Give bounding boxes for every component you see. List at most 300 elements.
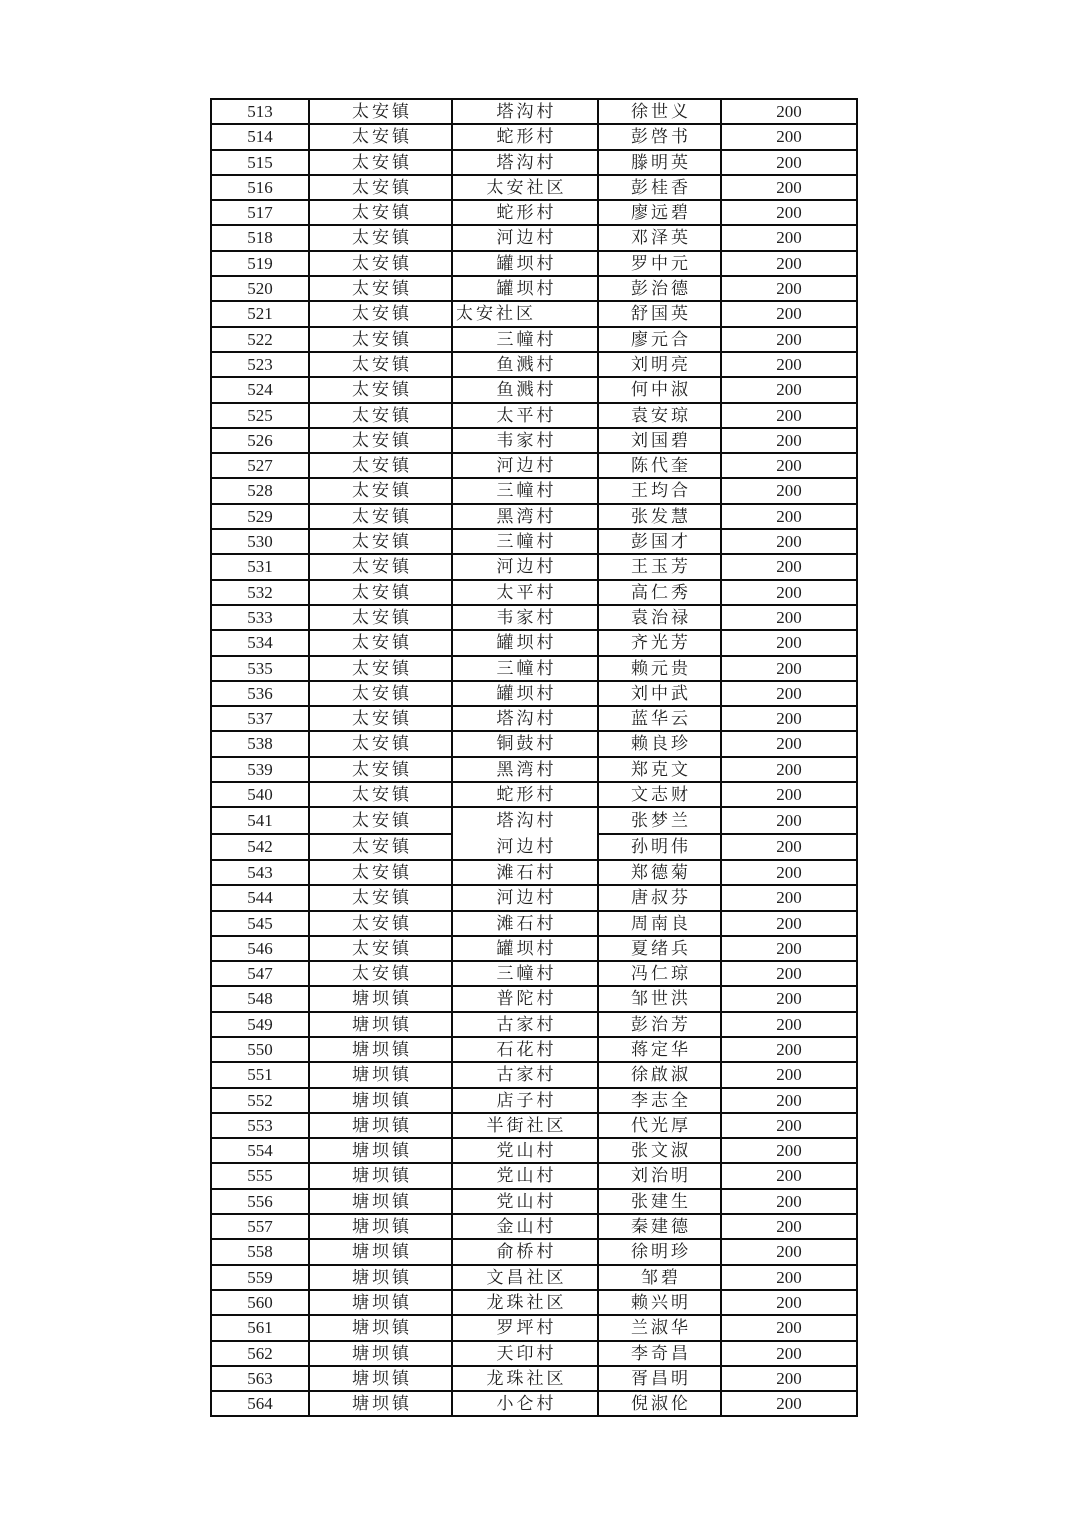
village-cell: 龙珠社区: [452, 1366, 598, 1391]
amount-cell: 200: [721, 251, 857, 276]
row-number-cell: 530: [211, 529, 309, 554]
town-cell: 太安镇: [309, 504, 452, 529]
table-row: [211, 1037, 857, 1062]
village-cell: 天印村: [452, 1341, 598, 1366]
row-number-cell: 556: [211, 1189, 309, 1214]
amount-cell: 200: [721, 936, 857, 961]
town-cell: 太安镇: [309, 175, 452, 200]
table-row: [211, 1239, 857, 1264]
town-cell: 太安镇: [309, 276, 452, 301]
row-number-cell: 513: [211, 99, 309, 124]
amount-cell: 200: [721, 605, 857, 630]
village-cell: 太平村: [452, 580, 598, 605]
row-number-cell: 523: [211, 352, 309, 377]
name-cell: 郑克文: [598, 757, 721, 782]
amount-cell: 200: [721, 1366, 857, 1391]
name-cell: 蒋定华: [598, 1037, 721, 1062]
town-cell: 塘坝镇: [309, 1088, 452, 1113]
amount-cell: 200: [721, 1239, 857, 1264]
town-cell: 太安镇: [309, 554, 452, 579]
amount-cell: 200: [721, 731, 857, 756]
table-row: [211, 301, 857, 326]
name-cell: 邹碧: [598, 1265, 721, 1290]
row-number-cell: 558: [211, 1239, 309, 1264]
table-row: [211, 175, 857, 200]
amount-cell: 200: [721, 706, 857, 731]
town-cell: 太安镇: [309, 301, 452, 326]
amount-cell: 200: [721, 428, 857, 453]
name-cell: 彭桂香: [598, 175, 721, 200]
row-number-cell: 553: [211, 1113, 309, 1138]
table-row: [211, 251, 857, 276]
name-cell: 刘治明: [598, 1163, 721, 1188]
town-cell: 太安镇: [309, 251, 452, 276]
village-cell: 罐坝村: [452, 630, 598, 655]
town-cell: 太安镇: [309, 807, 452, 833]
table-row: [211, 1189, 857, 1214]
town-cell: 太安镇: [309, 352, 452, 377]
row-number-cell: 533: [211, 605, 309, 630]
village-cell: 党山村: [452, 1189, 598, 1214]
town-cell: 太安镇: [309, 377, 452, 402]
town-cell: 塘坝镇: [309, 1163, 452, 1188]
row-number-cell: 534: [211, 630, 309, 655]
amount-cell: 200: [721, 1138, 857, 1163]
row-number-cell: 525: [211, 403, 309, 428]
row-number-cell: 549: [211, 1012, 309, 1037]
name-cell: 刘国碧: [598, 428, 721, 453]
row-number-cell: 544: [211, 885, 309, 910]
town-cell: 太安镇: [309, 124, 452, 149]
village-cell: 三幢村: [452, 529, 598, 554]
row-number-cell: 515: [211, 150, 309, 175]
name-cell: 廖远碧: [598, 200, 721, 225]
name-cell: 王玉芳: [598, 554, 721, 579]
amount-cell: 200: [721, 403, 857, 428]
town-cell: 太安镇: [309, 327, 452, 352]
town-cell: 太安镇: [309, 834, 452, 860]
town-cell: 太安镇: [309, 961, 452, 986]
amount-cell: 200: [721, 911, 857, 936]
village-cell: 鱼溅村: [452, 352, 598, 377]
row-number-cell: 521: [211, 301, 309, 326]
row-number-cell: 561: [211, 1315, 309, 1340]
village-cell: 塔沟村: [452, 706, 598, 731]
town-cell: 太安镇: [309, 453, 452, 478]
town-cell: 太安镇: [309, 936, 452, 961]
village-cell: 河边村: [452, 885, 598, 910]
town-cell: 太安镇: [309, 630, 452, 655]
table-row: [211, 807, 857, 833]
table-row: [211, 885, 857, 910]
town-cell: 太安镇: [309, 605, 452, 630]
village-cell: 韦家村: [452, 428, 598, 453]
table-row: [211, 860, 857, 885]
amount-cell: 200: [721, 1163, 857, 1188]
amount-cell: 200: [721, 301, 857, 326]
row-number-cell: 514: [211, 124, 309, 149]
row-number-cell: 547: [211, 961, 309, 986]
town-cell: 塘坝镇: [309, 1012, 452, 1037]
town-cell: 太安镇: [309, 580, 452, 605]
town-cell: 太安镇: [309, 428, 452, 453]
name-cell: 李志全: [598, 1088, 721, 1113]
amount-cell: 200: [721, 656, 857, 681]
town-cell: 塘坝镇: [309, 1265, 452, 1290]
amount-cell: 200: [721, 225, 857, 250]
name-cell: 何中淑: [598, 377, 721, 402]
town-cell: 太安镇: [309, 860, 452, 885]
town-cell: 塘坝镇: [309, 1290, 452, 1315]
town-cell: 塘坝镇: [309, 1189, 452, 1214]
village-cell: 店子村: [452, 1088, 598, 1113]
amount-cell: 200: [721, 1189, 857, 1214]
row-number-cell: 551: [211, 1062, 309, 1087]
name-cell: 兰淑华: [598, 1315, 721, 1340]
amount-cell: 200: [721, 453, 857, 478]
table-row: [211, 1163, 857, 1188]
row-number-cell: 535: [211, 656, 309, 681]
name-cell: 唐叔芬: [598, 885, 721, 910]
amount-cell: 200: [721, 124, 857, 149]
table-row: [211, 352, 857, 377]
row-number-cell: 563: [211, 1366, 309, 1391]
name-cell: 周南良: [598, 911, 721, 936]
town-cell: 太安镇: [309, 757, 452, 782]
name-cell: 冯仁琼: [598, 961, 721, 986]
amount-cell: 200: [721, 885, 857, 910]
table-row: [211, 1088, 857, 1113]
row-number-cell: 543: [211, 860, 309, 885]
village-cell: 鱼溅村: [452, 377, 598, 402]
name-cell: 彭国才: [598, 529, 721, 554]
amount-cell: 200: [721, 757, 857, 782]
town-cell: 太安镇: [309, 478, 452, 503]
village-cell: 铜鼓村: [452, 731, 598, 756]
village-line: 塔沟村: [496, 811, 557, 831]
row-number-cell: 545: [211, 911, 309, 936]
table-row: [211, 453, 857, 478]
amount-cell: 200: [721, 554, 857, 579]
name-cell: 夏绪兵: [598, 936, 721, 961]
village-cell: [452, 807, 598, 860]
amount-cell: 200: [721, 327, 857, 352]
row-number-cell: 555: [211, 1163, 309, 1188]
name-cell: 齐光芳: [598, 630, 721, 655]
village-cell: 三幢村: [452, 327, 598, 352]
town-cell: 太安镇: [309, 681, 452, 706]
village-cell: 罐坝村: [452, 276, 598, 301]
table-row: [211, 961, 857, 986]
village-cell: 三幢村: [452, 961, 598, 986]
amount-cell: 200: [721, 504, 857, 529]
village-cell: 古家村: [452, 1062, 598, 1087]
village-cell: 党山村: [452, 1163, 598, 1188]
amount-cell: 200: [721, 1088, 857, 1113]
town-cell: 塘坝镇: [309, 1341, 452, 1366]
amount-cell: 200: [721, 276, 857, 301]
row-number-cell: 562: [211, 1341, 309, 1366]
table-row: [211, 150, 857, 175]
name-cell: 张发慧: [598, 504, 721, 529]
town-cell: 太安镇: [309, 225, 452, 250]
table-row: [211, 757, 857, 782]
name-cell: 李奇昌: [598, 1341, 721, 1366]
row-number-cell: 559: [211, 1265, 309, 1290]
town-cell: 塘坝镇: [309, 1113, 452, 1138]
table-row: [211, 681, 857, 706]
row-number-cell: 519: [211, 251, 309, 276]
table-row: [211, 1012, 857, 1037]
amount-cell: 200: [721, 377, 857, 402]
row-number-cell: 529: [211, 504, 309, 529]
table-row: [211, 124, 857, 149]
village-cell: 滩石村: [452, 911, 598, 936]
row-number-cell: 548: [211, 986, 309, 1011]
village-cell: 太安社区: [452, 175, 598, 200]
town-cell: 塘坝镇: [309, 1239, 452, 1264]
table-row: [211, 630, 857, 655]
row-number-cell: 528: [211, 478, 309, 503]
row-number-cell: 541: [211, 807, 309, 833]
table-row: [211, 377, 857, 402]
village-cell: 河边村: [452, 554, 598, 579]
row-number-cell: 516: [211, 175, 309, 200]
name-cell: 徐啟淑: [598, 1062, 721, 1087]
name-cell: 高仁秀: [598, 580, 721, 605]
name-cell: 滕明英: [598, 150, 721, 175]
row-number-cell: 554: [211, 1138, 309, 1163]
name-cell: 廖元合: [598, 327, 721, 352]
village-cell: 金山村: [452, 1214, 598, 1239]
row-number-cell: 532: [211, 580, 309, 605]
name-cell: 陈代奎: [598, 453, 721, 478]
town-cell: 太安镇: [309, 885, 452, 910]
name-cell: 彭治德: [598, 276, 721, 301]
village-cell: 蛇形村: [452, 782, 598, 807]
amount-cell: 200: [721, 1265, 857, 1290]
village-cell: 河边村: [452, 225, 598, 250]
name-cell: 张文淑: [598, 1138, 721, 1163]
town-cell: 太安镇: [309, 403, 452, 428]
village-cell: 罐坝村: [452, 251, 598, 276]
village-cell: 半街社区: [452, 1113, 598, 1138]
village-cell: 塔沟村: [452, 99, 598, 124]
village-cell: 三幢村: [452, 656, 598, 681]
town-cell: 太安镇: [309, 150, 452, 175]
village-cell: 龙珠社区: [452, 1290, 598, 1315]
table-row: [211, 911, 857, 936]
name-cell: 孙明伟: [598, 834, 721, 860]
amount-cell: 200: [721, 1391, 857, 1416]
village-cell: 太平村: [452, 403, 598, 428]
table-row: [211, 782, 857, 807]
row-number-cell: 527: [211, 453, 309, 478]
amount-cell: 200: [721, 681, 857, 706]
table-row: [211, 478, 857, 503]
table-row: [211, 1062, 857, 1087]
table-row: [211, 504, 857, 529]
table-row: [211, 656, 857, 681]
row-number-cell: 537: [211, 706, 309, 731]
village-cell: 韦家村: [452, 605, 598, 630]
table-row: [211, 428, 857, 453]
town-cell: 塘坝镇: [309, 986, 452, 1011]
beneficiary-table: [210, 98, 858, 1417]
village-cell: 黑湾村: [452, 504, 598, 529]
name-cell: 袁安琼: [598, 403, 721, 428]
table-row: [211, 1290, 857, 1315]
row-number-cell: 540: [211, 782, 309, 807]
name-cell: 文志财: [598, 782, 721, 807]
town-cell: 太安镇: [309, 706, 452, 731]
amount-cell: 200: [721, 834, 857, 860]
row-number-cell: 518: [211, 225, 309, 250]
beneficiary-table-body: [211, 99, 857, 1416]
village-cell: 普陀村: [452, 986, 598, 1011]
village-cell: 滩石村: [452, 860, 598, 885]
name-cell: 邹世洪: [598, 986, 721, 1011]
town-cell: 塘坝镇: [309, 1037, 452, 1062]
table-row: [211, 731, 857, 756]
village-cell: 太安社区: [452, 301, 598, 326]
name-cell: 张建生: [598, 1189, 721, 1214]
town-cell: 太安镇: [309, 782, 452, 807]
table-row: [211, 200, 857, 225]
row-number-cell: 564: [211, 1391, 309, 1416]
town-cell: 塘坝镇: [309, 1138, 452, 1163]
amount-cell: 200: [721, 1113, 857, 1138]
row-number-cell: 520: [211, 276, 309, 301]
town-cell: 塘坝镇: [309, 1366, 452, 1391]
row-number-cell: 522: [211, 327, 309, 352]
name-cell: 彭治芳: [598, 1012, 721, 1037]
table-row: [211, 276, 857, 301]
village-cell: 罐坝村: [452, 681, 598, 706]
table-row: [211, 1265, 857, 1290]
town-cell: 塘坝镇: [309, 1315, 452, 1340]
amount-cell: 200: [721, 580, 857, 605]
row-number-cell: 531: [211, 554, 309, 579]
table-row: [211, 580, 857, 605]
table-row: [211, 1341, 857, 1366]
name-cell: 王均合: [598, 478, 721, 503]
row-number-cell: 538: [211, 731, 309, 756]
amount-cell: 200: [721, 352, 857, 377]
table-row: [211, 1366, 857, 1391]
village-cell: 黑湾村: [452, 757, 598, 782]
table-row: [211, 554, 857, 579]
amount-cell: 200: [721, 1315, 857, 1340]
table-row: [211, 1391, 857, 1416]
row-number-cell: 524: [211, 377, 309, 402]
row-number-cell: 546: [211, 936, 309, 961]
name-cell: 蓝华云: [598, 706, 721, 731]
village-cell: 三幢村: [452, 478, 598, 503]
village-cell: 俞桥村: [452, 1239, 598, 1264]
table-row: [211, 1315, 857, 1340]
row-number-cell: 560: [211, 1290, 309, 1315]
village-cell: 文昌社区: [452, 1265, 598, 1290]
village-cell: 蛇形村: [452, 124, 598, 149]
table-row: [211, 706, 857, 731]
row-number-cell: 550: [211, 1037, 309, 1062]
table-row: [211, 1113, 857, 1138]
row-number-cell: 539: [211, 757, 309, 782]
village-cell: 小仑村: [452, 1391, 598, 1416]
row-number-cell: 517: [211, 200, 309, 225]
amount-cell: 200: [721, 1012, 857, 1037]
table-row: [211, 1138, 857, 1163]
amount-cell: 200: [721, 807, 857, 833]
name-cell: 代光厚: [598, 1113, 721, 1138]
name-cell: 赖兴明: [598, 1290, 721, 1315]
name-cell: 袁治禄: [598, 605, 721, 630]
table-row: [211, 529, 857, 554]
amount-cell: 200: [721, 1290, 857, 1315]
name-cell: 胥昌明: [598, 1366, 721, 1391]
amount-cell: 200: [721, 529, 857, 554]
village-cell: 党山村: [452, 1138, 598, 1163]
amount-cell: 200: [721, 1037, 857, 1062]
name-cell: 张梦兰: [598, 807, 721, 833]
name-cell: 刘中武: [598, 681, 721, 706]
town-cell: 太安镇: [309, 731, 452, 756]
village-line: 河边村: [496, 836, 557, 856]
name-cell: 徐明珍: [598, 1239, 721, 1264]
village-cell: 罗坪村: [452, 1315, 598, 1340]
amount-cell: 200: [721, 630, 857, 655]
town-cell: 塘坝镇: [309, 1062, 452, 1087]
amount-cell: 200: [721, 150, 857, 175]
row-number-cell: 557: [211, 1214, 309, 1239]
town-cell: 太安镇: [309, 656, 452, 681]
name-cell: 徐世义: [598, 99, 721, 124]
town-cell: 塘坝镇: [309, 1214, 452, 1239]
town-cell: 太安镇: [309, 529, 452, 554]
amount-cell: 200: [721, 175, 857, 200]
village-cell: 蛇形村: [452, 200, 598, 225]
amount-cell: 200: [721, 99, 857, 124]
name-cell: 刘明亮: [598, 352, 721, 377]
row-number-cell: 536: [211, 681, 309, 706]
row-number-cell: 542: [211, 834, 309, 860]
name-cell: 彭啓书: [598, 124, 721, 149]
name-cell: 罗中元: [598, 251, 721, 276]
amount-cell: 200: [721, 1062, 857, 1087]
amount-cell: 200: [721, 1214, 857, 1239]
table-row: [211, 1214, 857, 1239]
name-cell: 邓泽英: [598, 225, 721, 250]
amount-cell: 200: [721, 1341, 857, 1366]
table-row: [211, 605, 857, 630]
amount-cell: 200: [721, 986, 857, 1011]
table-row: [211, 936, 857, 961]
amount-cell: 200: [721, 782, 857, 807]
name-cell: 秦建德: [598, 1214, 721, 1239]
table-row: [211, 403, 857, 428]
village-cell: 石花村: [452, 1037, 598, 1062]
table-row: [211, 986, 857, 1011]
amount-cell: 200: [721, 200, 857, 225]
row-number-cell: 526: [211, 428, 309, 453]
name-cell: 赖元贵: [598, 656, 721, 681]
village-cell: 河边村: [452, 453, 598, 478]
table-row: [211, 225, 857, 250]
name-cell: 舒国英: [598, 301, 721, 326]
name-cell: 倪淑伦: [598, 1391, 721, 1416]
town-cell: 太安镇: [309, 99, 452, 124]
